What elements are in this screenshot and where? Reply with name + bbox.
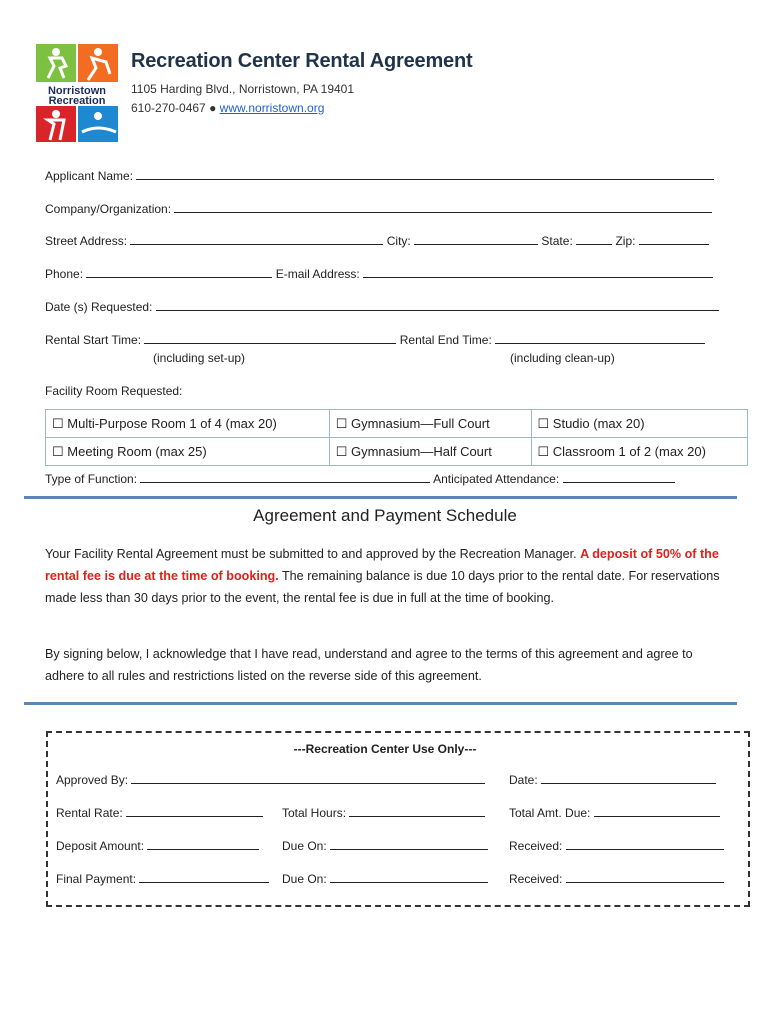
rooms-row	[46, 438, 748, 466]
end-time-label: Rental End Time:	[399, 333, 492, 347]
agreement-heading: Agreement and Payment Schedule	[253, 506, 517, 525]
received-field[interactable]	[566, 871, 724, 883]
start-time-note: (including set-up)	[153, 351, 246, 365]
approved-by-row	[56, 772, 485, 787]
website-link[interactable]: www.norristown.org	[219, 101, 325, 115]
address: 1105 Harding Blvd., Norristown, PA 19401	[131, 82, 355, 96]
function-row	[45, 471, 675, 486]
applicant-name-label: Applicant Name:	[45, 169, 134, 183]
room-option-gym-half[interactable]	[329, 438, 531, 466]
deposit-row	[56, 838, 259, 853]
email-field[interactable]	[363, 266, 713, 278]
room-label: Multi-Purpose Room 1 of 4 (max 20)	[67, 415, 277, 431]
due-on-row-2	[282, 871, 488, 886]
section-divider	[24, 702, 737, 705]
dates-row	[45, 299, 719, 314]
address-row	[45, 233, 709, 248]
due-on-field[interactable]	[330, 871, 488, 883]
attendance-label: Anticipated Attendance:	[433, 472, 560, 486]
end-time-field[interactable]	[495, 332, 705, 344]
checkbox-icon[interactable]: ☐	[537, 415, 550, 431]
checkbox-icon[interactable]: ☐	[537, 443, 550, 459]
phone-label: Phone:	[45, 267, 84, 281]
total-amt-label: Total Amt. Due:	[509, 806, 591, 820]
section-divider	[24, 496, 737, 499]
date-row	[509, 772, 716, 787]
due-on-field[interactable]	[330, 838, 488, 850]
office-use-title: ---Recreation Center Use Only---	[293, 742, 477, 756]
agreement-paragraph-1	[45, 543, 735, 609]
due-on-row-1	[282, 838, 488, 853]
total-hours-label: Total Hours:	[282, 806, 347, 820]
email-label: E-mail Address:	[275, 267, 360, 281]
received-field[interactable]	[566, 838, 724, 850]
room-option-multipurpose[interactable]	[46, 410, 330, 438]
final-payment-field[interactable]	[139, 871, 269, 883]
norristown-recreation-logo	[36, 44, 120, 142]
applicant-name-row	[45, 168, 714, 183]
logo-text-1: Norristown	[47, 85, 107, 97]
due-on-label: Due On:	[282, 872, 327, 886]
received-row-2	[509, 871, 724, 886]
received-label: Received:	[509, 872, 563, 886]
due-on-label: Due On:	[282, 839, 327, 853]
deposit-notice: A deposit of 50% of the rental fee is due at the time of booking.	[45, 547, 719, 583]
times-row	[45, 332, 705, 347]
city-label: City:	[386, 234, 411, 248]
bullet-separator: ●	[209, 101, 217, 115]
total-amt-row	[509, 805, 720, 820]
approved-by-label: Approved By:	[56, 773, 129, 787]
start-time-field[interactable]	[144, 332, 396, 344]
street-field[interactable]	[130, 233, 383, 245]
city-field[interactable]	[414, 233, 538, 245]
date-field[interactable]	[541, 772, 716, 784]
total-hours-field[interactable]	[349, 805, 485, 817]
dates-field[interactable]	[156, 299, 719, 311]
company-row	[45, 201, 712, 216]
phone-row	[45, 266, 713, 281]
zip-field[interactable]	[639, 233, 709, 245]
type-of-function-field[interactable]	[140, 471, 430, 483]
state-label: State:	[541, 234, 573, 248]
checkbox-icon[interactable]: ☐	[335, 443, 348, 459]
room-label: Studio (max 20)	[552, 415, 645, 431]
agreement-paragraph-2: By signing below, I acknowledge that I have read, understand and agree to the terms of this agreement and agree to adhere to all rules and restrictions listed on the reverse side of this agreement.	[45, 647, 693, 683]
approved-by-field[interactable]	[131, 772, 485, 784]
end-time-note: (including clean-up)	[510, 351, 615, 365]
rooms-table	[45, 409, 748, 466]
rental-rate-label: Rental Rate:	[56, 806, 123, 820]
total-hours-row	[282, 805, 485, 820]
street-label: Street Address:	[45, 234, 128, 248]
checkbox-icon[interactable]: ☐	[335, 415, 348, 431]
facility-label: Facility Room Requested:	[45, 384, 183, 398]
state-field[interactable]	[576, 233, 612, 245]
rental-rate-field[interactable]	[126, 805, 263, 817]
deposit-amount-label: Deposit Amount:	[56, 839, 145, 853]
type-of-function-label: Type of Function:	[45, 472, 138, 486]
agreement-text: Your Facility Rental Agreement must be submitted to and approved by the Recreation Manager.	[45, 547, 581, 561]
page-title: Recreation Center Rental Agreement	[131, 50, 473, 72]
date-label: Date:	[509, 773, 538, 787]
checkbox-icon[interactable]: ☐	[52, 443, 64, 459]
applicant-name-field[interactable]	[136, 168, 714, 180]
room-label: Meeting Room (max 25)	[67, 443, 207, 459]
room-option-meeting[interactable]	[46, 438, 330, 466]
rooms-row	[46, 410, 748, 438]
company-label: Company/Organization:	[45, 202, 172, 216]
room-label: Gymnasium—Full Court	[350, 415, 490, 431]
room-label: Classroom 1 of 2 (max 20)	[552, 443, 706, 459]
final-payment-label: Final Payment:	[56, 872, 137, 886]
room-option-classroom[interactable]	[531, 438, 748, 466]
rental-rate-row	[56, 805, 263, 820]
received-label: Received:	[509, 839, 563, 853]
room-option-studio[interactable]	[531, 410, 748, 438]
company-field[interactable]	[174, 201, 712, 213]
agreement-text: The remaining balance is due 10 days prior to the rental date. For reservations made less than 30 days prior to the event, the rental fee is due in full at the time of booking.	[45, 569, 720, 605]
zip-label: Zip:	[615, 234, 636, 248]
received-row-1	[509, 838, 724, 853]
final-payment-row	[56, 871, 269, 886]
start-time-label: Rental Start Time:	[45, 333, 142, 347]
checkbox-icon[interactable]: ☐	[52, 415, 64, 431]
phone-number: 610-270-0467	[131, 101, 206, 115]
deposit-amount-field[interactable]	[147, 838, 259, 850]
attendance-field[interactable]	[563, 471, 675, 483]
phone-field[interactable]	[86, 266, 272, 278]
room-option-gym-full[interactable]	[329, 410, 531, 438]
contact-line	[131, 101, 324, 115]
total-amt-field[interactable]	[594, 805, 720, 817]
dates-label: Date (s) Requested:	[45, 300, 153, 314]
room-label: Gymnasium—Half Court	[350, 443, 492, 459]
logo-text-2: Recreation	[48, 95, 106, 107]
